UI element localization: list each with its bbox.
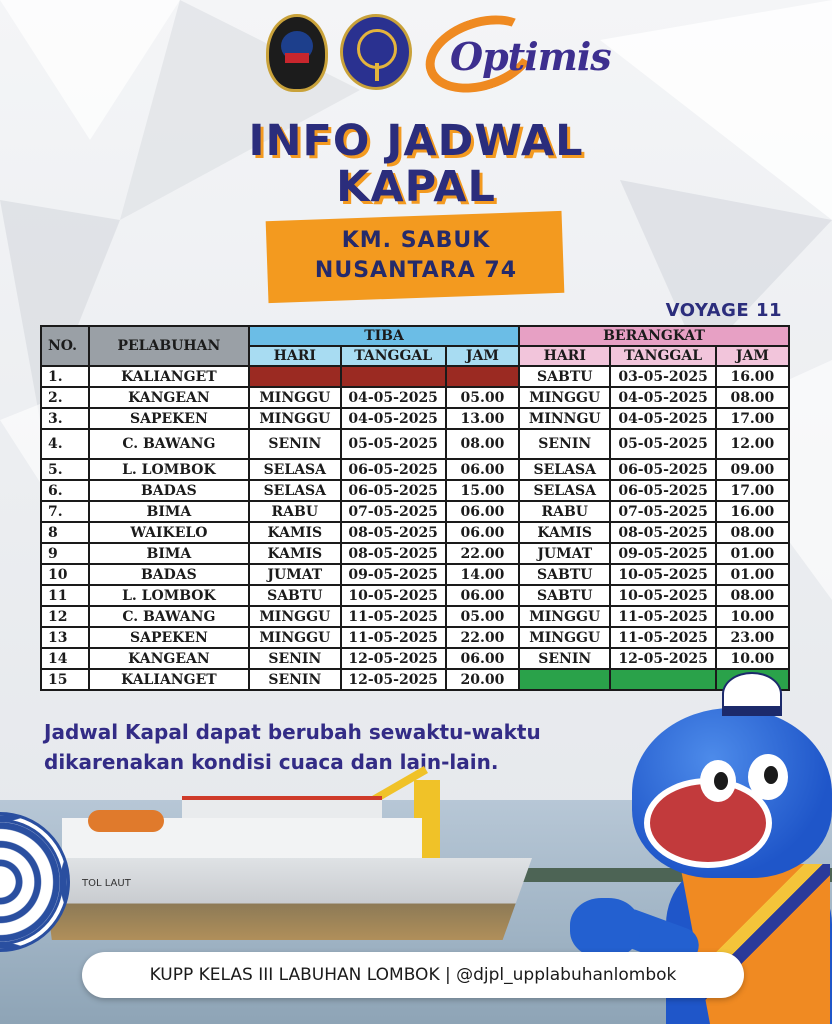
cell-port: SAPEKEN	[89, 408, 249, 429]
cell-tiba-jam: 05.00	[446, 387, 519, 408]
cell-berangkat-tanggal: 12-05-2025	[610, 648, 715, 669]
cell-berangkat-jam: 10.00	[716, 648, 789, 669]
notice-line1: Jadwal Kapal dapat berubah sewaktu-waktu	[44, 720, 541, 744]
table-row	[41, 627, 789, 648]
cell-port: SAPEKEN	[89, 627, 249, 648]
cell-berangkat-tanggal: 11-05-2025	[610, 606, 715, 627]
cell-berangkat-jam: 12.00	[716, 429, 789, 459]
table-row	[41, 543, 789, 564]
cell-no: 13	[41, 627, 89, 648]
cell-no: 11	[41, 585, 89, 606]
cell-tiba-tanggal: 08-05-2025	[341, 522, 446, 543]
cell-tiba-hari: SELASA	[249, 480, 340, 501]
cell-tiba-jam: 15.00	[446, 480, 519, 501]
cell-tiba-hari: SELASA	[249, 459, 340, 480]
title-line2: KAPAL	[336, 162, 496, 212]
cell-berangkat-hari: KAMIS	[519, 522, 610, 543]
cell-no: 3.	[41, 408, 89, 429]
cell-berangkat-hari: MINNGU	[519, 408, 610, 429]
cell-tiba-hari: KAMIS	[249, 543, 340, 564]
cell-tiba-tanggal: 05-05-2025	[341, 429, 446, 459]
cell-berangkat-tanggal: 05-05-2025	[610, 429, 715, 459]
schedule-table	[40, 325, 790, 691]
header-berangkat: BERANGKAT	[519, 326, 789, 346]
cell-berangkat-hari: RABU	[519, 501, 610, 522]
cell-tiba-hari: SENIN	[249, 648, 340, 669]
cell-berangkat-hari: SENIN	[519, 429, 610, 459]
header-no: NO.	[41, 326, 89, 366]
cell-tiba-jam: 08.00	[446, 429, 519, 459]
table-row	[41, 606, 789, 627]
table-row	[41, 564, 789, 585]
cell-tiba-tanggal: 06-05-2025	[341, 480, 446, 501]
table-row	[41, 408, 789, 429]
header-berangkat-jam: JAM	[716, 346, 789, 366]
cell-tiba-hari: MINGGU	[249, 387, 340, 408]
cell-berangkat-jam: 17.00	[716, 408, 789, 429]
table-row	[41, 648, 789, 669]
cell-berangkat-tanggal: 07-05-2025	[610, 501, 715, 522]
optimis-logo	[420, 14, 620, 94]
cell-no: 12	[41, 606, 89, 627]
cell-tiba-jam: 22.00	[446, 627, 519, 648]
cell-no: 4.	[41, 429, 89, 459]
cell-tiba-jam: 06.00	[446, 522, 519, 543]
cell-tiba-tanggal: 11-05-2025	[341, 627, 446, 648]
table-row	[41, 366, 789, 387]
cell-tiba-tanggal: 07-05-2025	[341, 501, 446, 522]
cell-tiba-tanggal: 04-05-2025	[341, 408, 446, 429]
header-berangkat-hari: HARI	[519, 346, 610, 366]
header-berangkat-tanggal: TANGGAL	[610, 346, 715, 366]
cell-tiba-jam: 06.00	[446, 459, 519, 480]
cell-berangkat-tanggal: 08-05-2025	[610, 522, 715, 543]
header-pelabuhan: PELABUHAN	[89, 326, 249, 366]
cell-no: 7.	[41, 501, 89, 522]
cell-tiba-tanggal: 12-05-2025	[341, 669, 446, 690]
cell-tiba-jam: 06.00	[446, 585, 519, 606]
cell-tiba-hari: SENIN	[249, 669, 340, 690]
header-tiba-jam: JAM	[446, 346, 519, 366]
cell-no: 2.	[41, 387, 89, 408]
ministry-transport-logo	[340, 14, 412, 90]
cell-tiba-tanggal: 12-05-2025	[341, 648, 446, 669]
cell-port: KANGEAN	[89, 648, 249, 669]
marine-safety-logo	[266, 14, 328, 92]
cell-tiba-hari: MINGGU	[249, 408, 340, 429]
mascot-hand	[570, 898, 640, 958]
cell-berangkat-jam: 16.00	[716, 501, 789, 522]
ship-name	[270, 226, 562, 286]
cell-tiba-jam: 13.00	[446, 408, 519, 429]
cell-port: C. BAWANG	[89, 429, 249, 459]
cell-berangkat-hari: SABTU	[519, 366, 610, 387]
cell-berangkat-hari: MINGGU	[519, 627, 610, 648]
cell-berangkat-hari: SELASA	[519, 480, 610, 501]
cell-berangkat-tanggal: 10-05-2025	[610, 585, 715, 606]
title-line1: INFO JADWAL	[248, 116, 584, 166]
cell-tiba-tanggal: 06-05-2025	[341, 459, 446, 480]
cell-tiba-tanggal	[341, 366, 446, 387]
cell-berangkat-hari: SABTU	[519, 564, 610, 585]
cell-no: 8	[41, 522, 89, 543]
cell-no: 10	[41, 564, 89, 585]
cell-tiba-jam: 06.00	[446, 501, 519, 522]
cell-tiba-hari: MINGGU	[249, 627, 340, 648]
cell-port: WAIKELO	[89, 522, 249, 543]
cell-berangkat-jam: 08.00	[716, 585, 789, 606]
table-row	[41, 459, 789, 480]
logo-bar	[262, 12, 622, 98]
cell-port: BADAS	[89, 564, 249, 585]
cell-berangkat-tanggal: 10-05-2025	[610, 564, 715, 585]
cell-berangkat-tanggal: 06-05-2025	[610, 459, 715, 480]
footer-bar	[82, 952, 744, 998]
optimis-logo-text: Optimis	[450, 34, 611, 79]
cell-berangkat-hari: SELASA	[519, 459, 610, 480]
ship-hull	[42, 858, 532, 940]
cell-tiba-tanggal: 04-05-2025	[341, 387, 446, 408]
ship-hull-label: TOL LAUT	[82, 878, 131, 889]
ship-photo	[42, 780, 532, 942]
table-row	[41, 585, 789, 606]
cell-berangkat-tanggal: 11-05-2025	[610, 627, 715, 648]
cell-berangkat-hari: SENIN	[519, 648, 610, 669]
header-tiba-tanggal: TANGGAL	[341, 346, 446, 366]
cell-berangkat-jam: 23.00	[716, 627, 789, 648]
cell-tiba-jam: 20.00	[446, 669, 519, 690]
cell-no: 6.	[41, 480, 89, 501]
cell-tiba-hari: JUMAT	[249, 564, 340, 585]
cell-berangkat-tanggal: 03-05-2025	[610, 366, 715, 387]
cell-no: 9	[41, 543, 89, 564]
cell-port: KALIANGET	[89, 669, 249, 690]
footer-text: KUPP KELAS III LABUHAN LOMBOK | @djpl_upplabuhanlombok	[149, 965, 677, 985]
cell-tiba-tanggal: 08-05-2025	[341, 543, 446, 564]
cell-berangkat-jam: 10.00	[716, 606, 789, 627]
cell-berangkat-tanggal: 04-05-2025	[610, 408, 715, 429]
cell-berangkat-jam: 16.00	[716, 366, 789, 387]
table-row	[41, 429, 789, 459]
table-row	[41, 480, 789, 501]
schedule-body	[41, 366, 789, 690]
cell-no: 15	[41, 669, 89, 690]
cell-berangkat-jam: 08.00	[716, 387, 789, 408]
cell-tiba-jam: 05.00	[446, 606, 519, 627]
cell-tiba-hari: SABTU	[249, 585, 340, 606]
cell-port: KANGEAN	[89, 387, 249, 408]
cell-port: BADAS	[89, 480, 249, 501]
cell-berangkat-tanggal: 04-05-2025	[610, 387, 715, 408]
cell-berangkat-jam: 08.00	[716, 522, 789, 543]
cell-no: 1.	[41, 366, 89, 387]
notice-line2: dikarenakan kondisi cuaca dan lain-lain.	[44, 750, 499, 774]
cell-berangkat-jam: 17.00	[716, 480, 789, 501]
cell-tiba-tanggal: 09-05-2025	[341, 564, 446, 585]
header-tiba: TIBA	[249, 326, 519, 346]
cell-port: BIMA	[89, 501, 249, 522]
cell-berangkat-hari: SABTU	[519, 585, 610, 606]
cell-no: 5.	[41, 459, 89, 480]
schedule-notice	[44, 717, 644, 777]
lifeboat	[88, 810, 164, 832]
cell-port: C. BAWANG	[89, 606, 249, 627]
cell-berangkat-hari: MINGGU	[519, 387, 610, 408]
cell-tiba-tanggal: 11-05-2025	[341, 606, 446, 627]
header-tiba-hari: HARI	[249, 346, 340, 366]
cell-tiba-jam	[446, 366, 519, 387]
cell-tiba-jam: 14.00	[446, 564, 519, 585]
page-title	[0, 118, 832, 210]
cell-port: L. LOMBOK	[89, 585, 249, 606]
cell-tiba-hari: KAMIS	[249, 522, 340, 543]
cell-tiba-hari: RABU	[249, 501, 340, 522]
cell-tiba-hari	[249, 366, 340, 387]
cell-port: KALIANGET	[89, 366, 249, 387]
cell-tiba-hari: SENIN	[249, 429, 340, 459]
cell-tiba-hari: MINGGU	[249, 606, 340, 627]
cell-berangkat-tanggal: 09-05-2025	[610, 543, 715, 564]
cell-tiba-jam: 06.00	[446, 648, 519, 669]
cell-no: 14	[41, 648, 89, 669]
cell-port: L. LOMBOK	[89, 459, 249, 480]
table-row	[41, 522, 789, 543]
cell-tiba-jam: 22.00	[446, 543, 519, 564]
cell-berangkat-jam: 09.00	[716, 459, 789, 480]
cell-berangkat-jam: 01.00	[716, 564, 789, 585]
table-row	[41, 387, 789, 408]
cell-berangkat-hari: JUMAT	[519, 543, 610, 564]
ship-name-line1: KM. SABUK	[341, 228, 491, 253]
table-row	[41, 501, 789, 522]
cell-tiba-tanggal: 10-05-2025	[341, 585, 446, 606]
cell-berangkat-tanggal: 06-05-2025	[610, 480, 715, 501]
cell-berangkat-hari: MINGGU	[519, 606, 610, 627]
cell-berangkat-jam: 01.00	[716, 543, 789, 564]
cell-port: BIMA	[89, 543, 249, 564]
ship-name-line2: NUSANTARA 74	[314, 258, 518, 283]
voyage-label: VOYAGE 11	[665, 300, 782, 321]
